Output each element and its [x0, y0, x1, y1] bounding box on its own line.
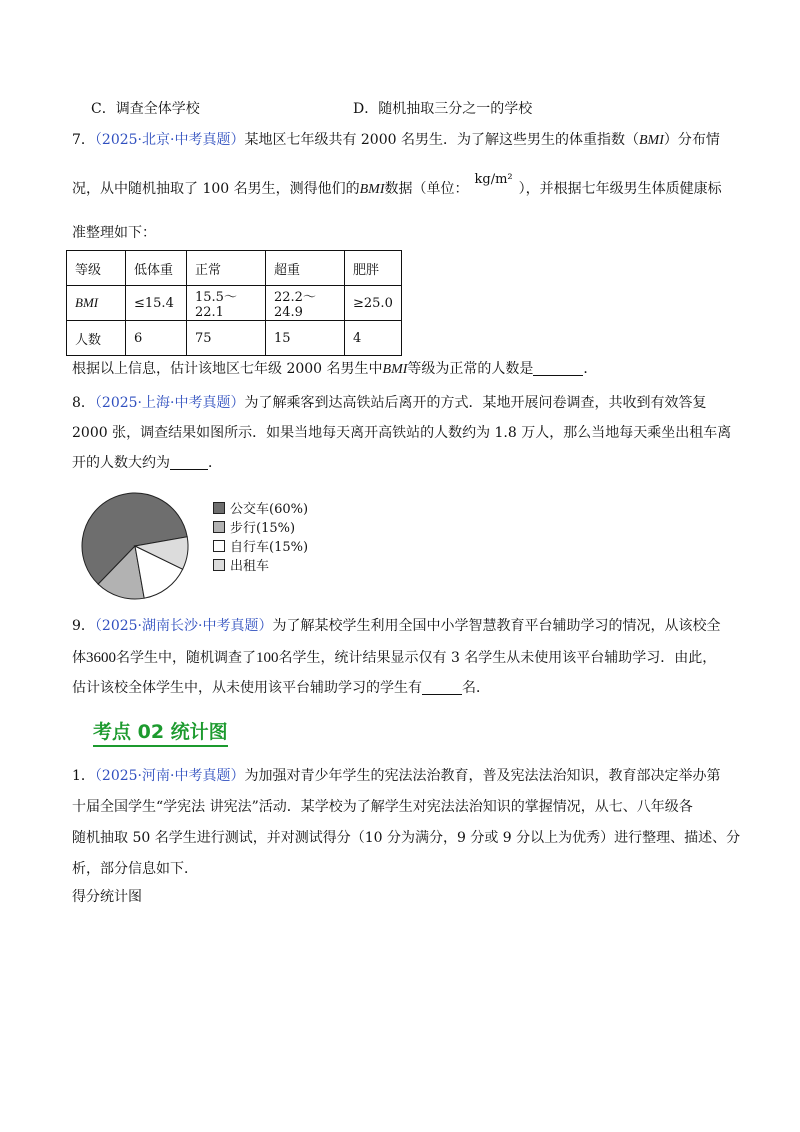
table-cell: 6: [126, 321, 187, 356]
legend-item: [213, 517, 308, 536]
s1-line-4: 析，部分信息如下．: [72, 861, 198, 877]
table-cell: 肥胖: [345, 251, 402, 286]
q7-bmi-2: BMI: [359, 182, 385, 197]
option-d: D．随机抽取三分之一的学校: [353, 101, 533, 117]
table-cell: 超重: [266, 251, 345, 286]
q8-line-3: [72, 454, 222, 472]
s1-line-2: 十届全国学生“学宪法 讲宪法”活动．某学校为了解学生对宪法法治知识的掌握情况，从七、八年级各: [72, 799, 693, 815]
option-c: C．调查全体学校: [91, 101, 200, 117]
q9-text-3end: 名．: [462, 680, 490, 696]
table-cell: 4: [345, 321, 402, 356]
q7-bmi-3: BMI: [382, 362, 408, 377]
q9-text-3a: 估计该校全体学生中，从未使用该平台辅助学习的学生有: [72, 680, 422, 696]
q9-text-1: 为了解某校学生利用全国中小学智慧教育平台辅助学习的情况，从该校全: [272, 618, 721, 634]
q8-line-1: [72, 394, 706, 412]
answer-blank[interactable]: [533, 375, 583, 376]
s1-line-1: [72, 767, 720, 785]
q8-source: （2025·上海·中考真题）: [94, 395, 245, 411]
table-cell: 正常: [187, 251, 266, 286]
q8-text-3end: ．: [208, 455, 222, 471]
table-cell: 等级: [67, 251, 126, 286]
q7-line-3: 准整理如下：: [72, 225, 156, 241]
q7-source: （2025·北京·中考真题）: [94, 132, 245, 148]
q7-text-1a: 某地区七年级共有 2000 名男生．为了解这些男生的体重指数（: [244, 132, 639, 148]
q7-text-4a: 根据以上信息，估计该地区七年级 2000 名男生中: [72, 361, 383, 377]
q8-line-2: 2000 张，调查结果如图所示．如果当地每天离开高铁站的人数约为 1.8 万人，那么当地每天乘坐出租车离: [72, 425, 732, 441]
table-cell: ≤15.4: [126, 286, 187, 321]
q9-number: 9．: [72, 618, 95, 634]
q9-number-3600: 3600: [86, 650, 116, 666]
legend-swatch: [213, 559, 225, 571]
q7-text-4b: 等级为正常的人数是: [407, 361, 534, 377]
q7-line-4: [72, 360, 597, 379]
table-row-bmi: [67, 286, 402, 321]
legend-label: 自行车(15%): [230, 540, 309, 555]
q9-line-3: [72, 679, 490, 697]
s1-text-1: 为加强对青少年学生的宪法法治教育，普及宪法法治知识，教育部决定举办第: [244, 768, 721, 784]
q8-text-1: 为了解乘客到达高铁站后离开的方式．某地开展问卷调查，共收到有效答复: [244, 395, 707, 411]
q7-text-1b: ）分布情: [663, 132, 720, 148]
legend-swatch: [213, 540, 225, 552]
bmi-table: [66, 250, 402, 356]
pie-legend: [213, 498, 308, 574]
legend-label: 公交车(60%): [230, 502, 309, 517]
section-heading: 考点 02 统计图: [93, 717, 228, 747]
q7-text-2a: 况，从中随机抽取了 100 名男生，测得他们的: [72, 181, 360, 197]
table-header-row: [67, 251, 402, 286]
table-cell: ≥25.0: [345, 286, 402, 321]
q9-line-2: [72, 649, 716, 667]
q9-line-1: [72, 617, 720, 635]
table-row-count: [67, 321, 402, 356]
pie-chart: [73, 492, 197, 600]
table-cell: 15.5～22.1: [187, 286, 266, 321]
q7-number: 7．: [72, 132, 95, 148]
q8-number: 8．: [72, 395, 95, 411]
legend-item: [213, 498, 308, 517]
s1-line-3: 随机抽取 50 名学生进行测试，并对测试得分（10 分为满分，9 分或 9 分以上为优秀）进行整理、描述、分: [72, 830, 741, 846]
q9-source: （2025·湖南长沙·中考真题）: [94, 618, 273, 634]
legend-item: [213, 536, 308, 555]
q9-text-2c: 名学生，统计结果显示仅有 3 名学生从未使用该平台辅助学习．由此，: [278, 650, 717, 666]
table-cell: 15: [266, 321, 345, 356]
answer-blank[interactable]: [170, 469, 208, 470]
q7-text-2c: ），并根据七年级男生体质健康标: [518, 181, 722, 197]
legend-item: [213, 555, 308, 574]
q9-text-2a: 体: [72, 650, 86, 666]
q7-text-2b: 数据（单位：: [384, 181, 469, 197]
legend-swatch: [213, 502, 225, 514]
q9-number-100: 100: [256, 650, 279, 666]
s1-source: （2025·河南·中考真题）: [94, 768, 245, 784]
q7-unit: kg/m²: [474, 172, 513, 187]
s1-line-5: 得分统计图: [72, 889, 142, 905]
table-cell: 低体重: [126, 251, 187, 286]
answer-blank[interactable]: [422, 694, 462, 695]
s1-number: 1．: [72, 768, 95, 784]
q7-text-4end: ．: [583, 361, 598, 377]
q7-line-2: [72, 172, 722, 199]
table-cell: 75: [187, 321, 266, 356]
q9-text-2b: 名学生中，随机调查了: [116, 650, 256, 666]
legend-label: 出租车: [230, 559, 270, 574]
q8-text-3a: 开的人数大约为: [72, 455, 170, 471]
q7-line-1: [72, 131, 720, 150]
legend-label: 步行(15%): [230, 521, 296, 536]
table-cell: 人数: [67, 321, 126, 356]
q7-bmi-1: BMI: [638, 133, 664, 148]
table-cell: 22.2～24.9: [266, 286, 345, 321]
table-cell: BMI: [67, 286, 126, 321]
legend-swatch: [213, 521, 225, 533]
